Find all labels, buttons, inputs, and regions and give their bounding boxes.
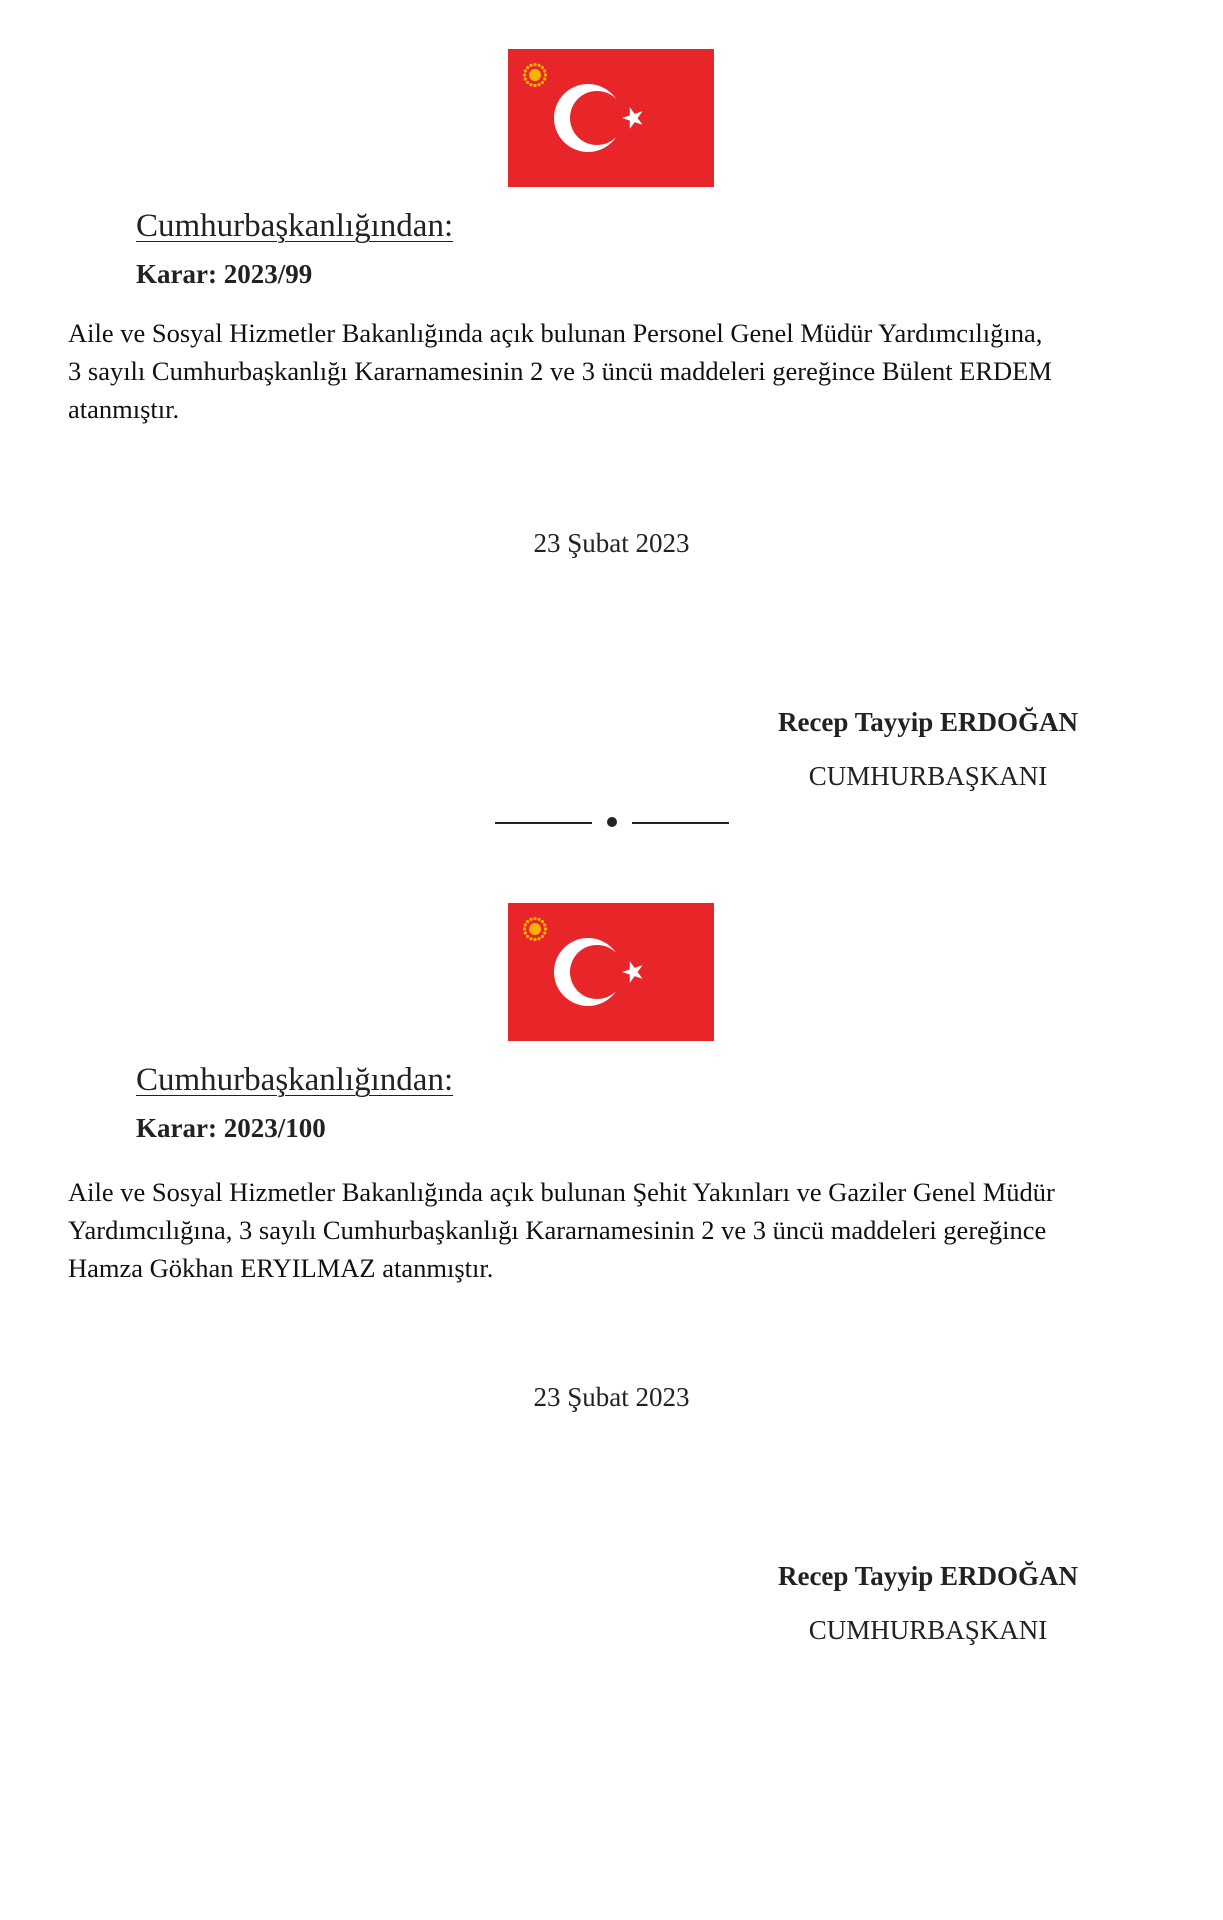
body-line: 3 sayılı Cumhurbaşkanlığı Kararnamesinin 2 ve 3 üncü maddeleri gereğince Bülent ERDEM [68,356,1052,386]
body-line: Yardımcılığına, 3 sayılı Cumhurbaşkanlığı Kararnamesinin 2 ve 3 üncü maddeleri gereğince [68,1215,1047,1245]
decision-body [68,314,1154,428]
signatory-title: CUMHURBAŞKANI [808,1615,1048,1645]
flag-icon [508,49,714,187]
issuer-heading: Cumhurbaşkanlığından: [136,208,454,244]
decision-date: 23 Şubat 2023 [533,1382,690,1412]
body-line: Aile ve Sosyal Hizmetler Bakanlığında açık bulunan Şehit Yakınları ve Gaziler Genel Müdür [68,1177,1055,1207]
issuer-heading: Cumhurbaşkanlığından: [136,1062,454,1098]
presidential-flag [508,49,714,187]
body-line: atanmıştır. [68,394,180,424]
signatory-name: Recep Tayyip ERDOĞAN [777,1561,1079,1591]
body-line: Hamza Gökhan ERYILMAZ atanmıştır. [68,1253,494,1283]
decision-date: 23 Şubat 2023 [533,528,690,558]
decision-body [68,1173,1154,1287]
flag-icon [508,903,714,1041]
decision-number: Karar: 2023/99 [136,259,313,289]
section-separator [495,812,729,832]
presidential-flag [508,903,714,1041]
signatory-name: Recep Tayyip ERDOĞAN [777,707,1079,737]
decision-number: Karar: 2023/100 [136,1113,326,1143]
body-line: Aile ve Sosyal Hizmetler Bakanlığında açık bulunan Personel Genel Müdür Yardımcılığına, [68,318,1043,348]
signatory-title: CUMHURBAŞKANI [808,761,1048,791]
